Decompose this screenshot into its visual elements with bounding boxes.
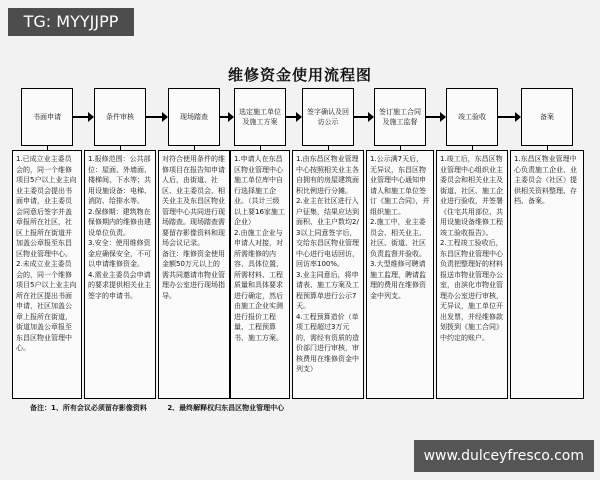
stage-5: 签字确认及回访公示 [302, 88, 354, 146]
footnote-1: 备注：1、所有会议必须留存影像资料 [30, 404, 147, 412]
footnote [30, 403, 302, 413]
stage-8: 备案 [521, 88, 573, 146]
stage-detail-1: 1.已成立业主委员会的，同一个维修项目5户以上业主向业主委员会提出书面申请，业主委员会同意后签字并盖章报所在社区，社区上报所在街道并加盖公章报至东昌区物业管理中心。 2.未成立业主委员会的，同一个维修项目5户以上业主向所在社区提出书面申请，社区加盖公章上报所在街道，街道加盖公章报至东昌区物业管理中心。 [12, 150, 82, 399]
flow-arrow [220, 112, 234, 122]
stage-4: 选定施工单位及施工方案 [234, 88, 286, 146]
flow-arrow [73, 112, 94, 122]
footnote-2: 2、最终解释权归东昌区物业管理中心 [167, 404, 285, 412]
stage-detail-7: 1.竣工后，东昌区物业管理中心组织业主委员会和相关业主及街道、社区、施工企业进行验收，并签署《住宅共用部位、共用设施设备维修工程竣工验收报告》。 2.工程竣工验收后，东昌区物业管理中心负责把整理好的材料报送市物业管理办公室，由滨化市物业管理办公室进行审核，无异议，施工单位开出发票，并经维修款划拨到《施工合同》中约定的账户。 [436, 150, 508, 399]
stage-detail-6: 1.公示满7天后，无异议，东昌区物业管理中心通知申请人和施工单位签订《施工合同》，并组织施工。 2.施工中，业主委员会、相关业主、社区、街道、社区负责监督并验收。 3.大型维修可聘请施工监理，聘请监理的费用在维修资金中列支。 [366, 150, 434, 399]
watermark-url: www.dulceyfresco.com [414, 440, 594, 472]
stage-detail-5: 1.由东昌区物业管理中心按照相关业主各自拥有的房屋建筑面积比例进行分摊。 2.业主在社区进行入户征集，结果应达到面积、业主户数均2/3以上同意签字后，交给东昌区物业管理中心进行电话回访，回访率100%。 3.业主同意后，将申请表、施工方案及工程预算单进行公示7天。 4.工程预算造价（单项工程超过3万元的，需经有资质的造价部门进行审核，审核费用在维修资金中列支） [292, 150, 364, 399]
page-title: 维修资金使用流程图 [227, 66, 372, 84]
stage-2: 条件审核 [94, 88, 146, 146]
stage-detail-3: 对符合使用条件的维修项目在报告知申请人后，由街道、社区、业主委员会、相关业主及东昌区物业管理中心共同进行现场踏查。现场踏查需要留存影像资料和现场会议记录。 备注：维修资金使用金额50万元以上的需共同邀请市物业管理办公室进行现场指导。 [158, 150, 230, 399]
flow-arrow [286, 112, 302, 122]
flow-arrow [426, 112, 446, 122]
stage-3: 现场踏查 [168, 88, 220, 146]
flow-arrow [354, 112, 374, 122]
stage-detail-8: 1.东昌区物业管理中心负责施工企业、业主委员会（社区）提供相关资料整理、存档、备案。 [510, 150, 584, 399]
stage-detail-2: 1.报修范围：公共部位：屋面、外墙面、楼梯间、下水等；共用设施设备：电梯、消防、给排水等。 2.保修期：建筑物在保修期内的维修由建设单位负责。 3.安全：使用维修资金应确保安全，不可以申请维修资金。 4.需业主委员会申请的要求提供相关业主签字的申请书。 [84, 150, 156, 399]
stage-7: 竣工验收 [446, 88, 498, 146]
watermark-tg: TG: MYYJJPP [8, 8, 134, 36]
stage-1: 书面申请 [21, 88, 73, 146]
flow-arrow [498, 112, 521, 122]
flow-arrow [146, 112, 168, 122]
stage-6: 签订施工合同及施工监督 [374, 88, 426, 146]
stage-detail-4: 1.申请人在东昌区物业管理中心施工单位库中自行选择施工企业。（共计三级以上要16家施工企业） 2.由施工企业与申请人对接，对所需维修的内容、具体位置、所需材料、工程质量和具体要求进行确定，然后由施工企业实测进行报价工程量、工程预算书、施工方案。 [230, 150, 290, 399]
